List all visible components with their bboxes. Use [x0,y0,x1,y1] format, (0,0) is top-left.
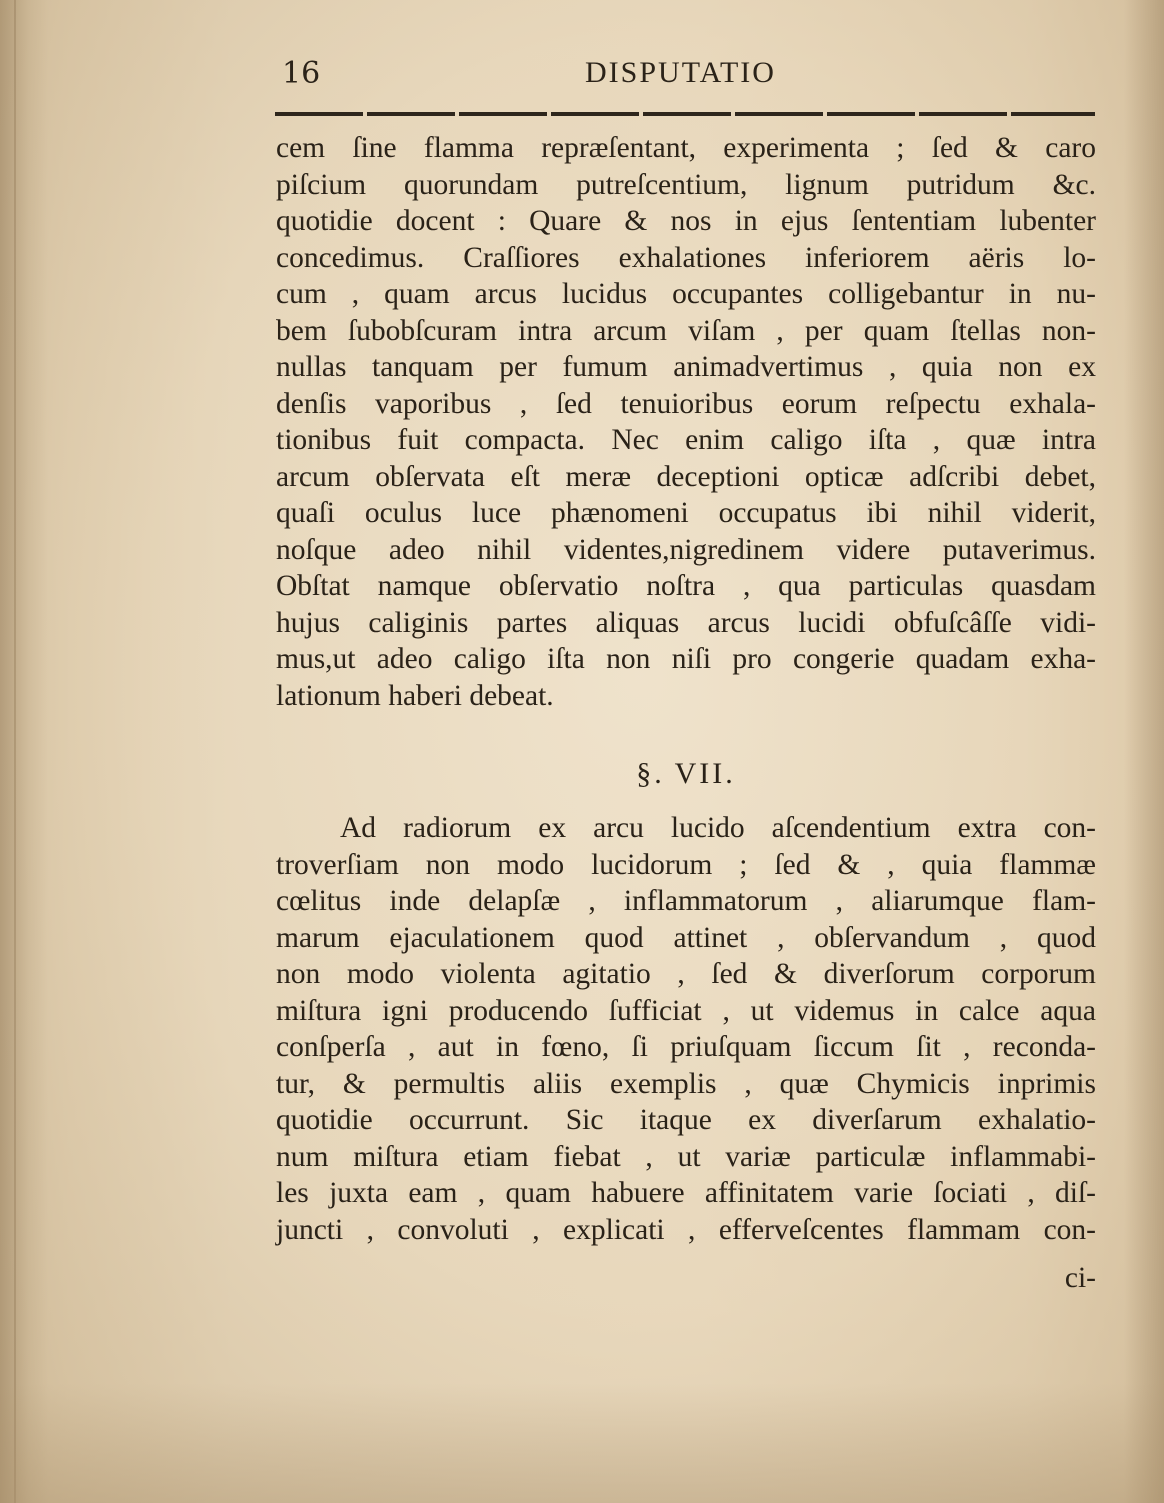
text-line: hujus caliginis partes aliquas arcus lucidi obfuſcâſſe vidi- [276,606,1096,639]
text-line: non modo violenta agitatio , ſed & diverſorum corporum [276,958,1096,990]
text-line: num miſtura etiam fiebat , ut variæ particulæ inflammabi- [276,1140,1096,1173]
text-line: noſque adeo nihil videntes,nigredinem videre putaverimus. [276,533,1096,566]
text-line: quotidie occurrunt. Sic itaque ex diverſarum exhalatio- [276,1104,1096,1136]
text-line: cem ſine flamma repræſentant, experimenta ; ſed & caro [276,132,1096,164]
running-title: DISPUTATIO [585,56,776,89]
catchword: ci- [1064,1262,1096,1294]
text-line: Obſtat namque obſervatio noſtra , qua particulas quasdam [276,570,1096,602]
bottom-shadow [0,1383,1164,1503]
text-line: miſtura igni producendo ſufficiat , ut videmus in calce aqua [276,994,1096,1027]
paragraph-1 [276,130,1096,714]
paragraph-2 [276,810,1096,1248]
text-line: tur, & permultis aliis exemplis , quæ Chymicis inprimis [276,1067,1096,1100]
text-line: conſperſa , aut in fœno, ſi priuſquam ſiccum ſit , reconda- [276,1031,1096,1063]
text-line: troverſiam non modo lucidorum ; ſed & , quia flammæ [276,848,1096,881]
text-line: arcum obſervata eſt meræ deceptioni opticæ adſcribi debet, [276,460,1096,493]
page-fold-line [14,0,16,1503]
text-line: les juxta eam , quam habuere affinitatem varie ſociati , diſ- [276,1177,1096,1209]
text-line: Ad radiorum ex arcu lucido aſcendentium extra con- [340,812,1096,844]
text-line: cum , quam arcus lucidus occupantes colligebantur in nu- [276,278,1096,310]
text-line: piſcium quorundam putreſcentium, lignum putridum &c. [276,168,1096,201]
section-heading: §. VII. [636,757,736,790]
text-line: marum ejaculationem quod attinet , obſervandum , quod [276,921,1096,954]
text-line: mus,ut adeo caligo iſta non niſi pro congerie quadam exha- [276,643,1096,675]
text-line: juncti , convoluti , explicati , efferveſcentes flammam con- [276,1213,1096,1246]
text-line: cœlitus inde delapſæ , inflammatorum , aliarumque flam- [276,885,1096,917]
text-line: concedimus. Craſſiores exhalationes inferiorem aëris lo- [276,241,1096,274]
text-line: quaſi oculus luce phænomeni occupatus ibi nihil viderit, [276,497,1096,529]
text-line: nullas tanquam per fumum animadvertimus , quia non ex [276,351,1096,383]
edge-shadow [1124,0,1164,1503]
page-number: 16 [282,56,321,91]
text-line: quotidie docent : Quare & nos in ejus ſententiam lubenter [276,205,1096,237]
text-line: lationum haberi debeat. [276,679,554,712]
gutter-shadow [0,0,48,1503]
text-line: tionibus fuit compacta. Nec enim caligo iſta , quæ intra [276,424,1096,456]
header-rule [275,112,1095,116]
text-line: bem ſubobſcuram intra arcum viſam , per quam ſtellas non- [276,314,1096,347]
text-line: denſis vaporibus , ſed tenuioribus eorum reſpectu exhala- [276,387,1096,420]
